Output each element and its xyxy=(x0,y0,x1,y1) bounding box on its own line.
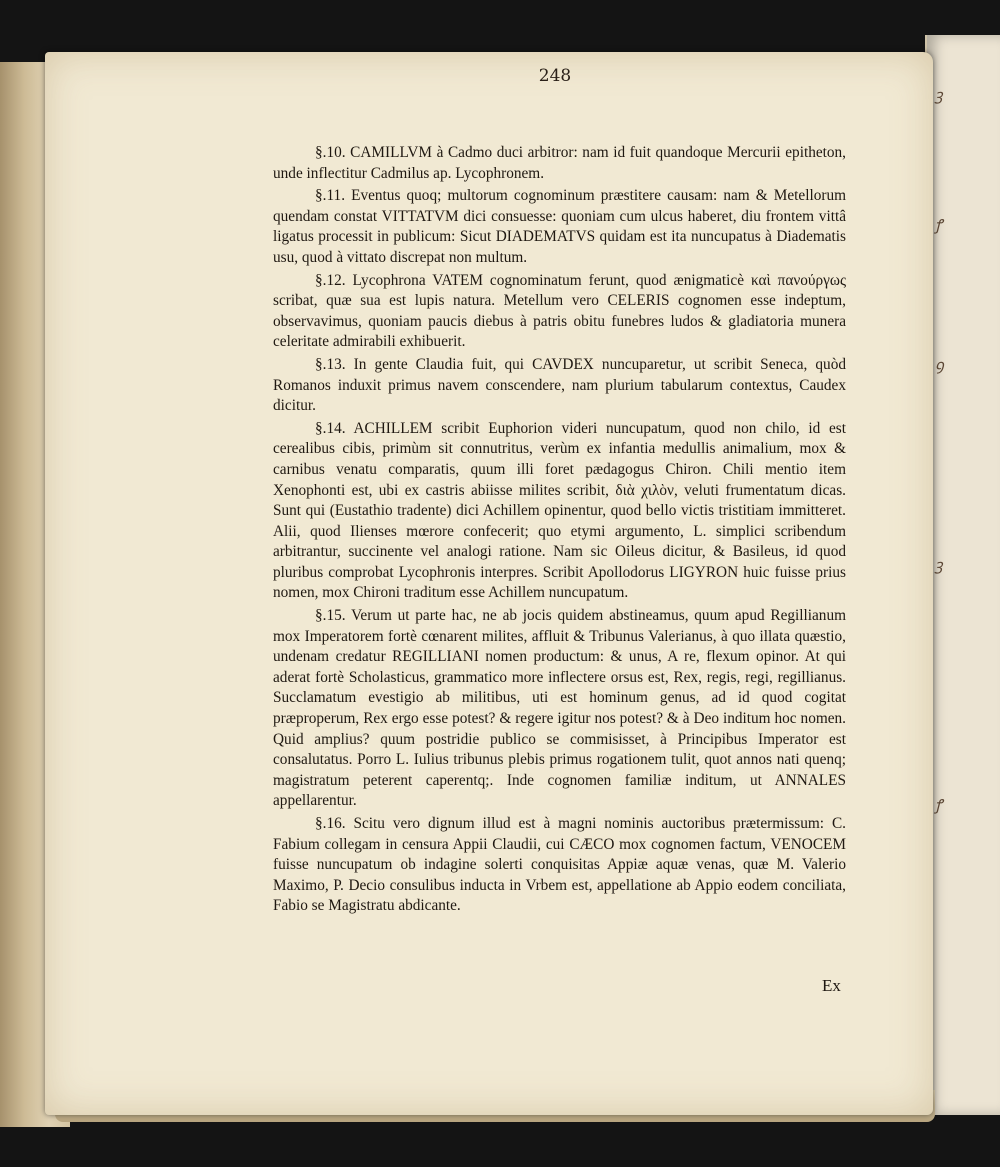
paragraph-section-14: §.14. ACHILLEM scribit Euphorion videri nuncupatum, quod non chilo, id est cerealibus cibis, primùm sit connutritus, verùm ex infantia medullis animalium, mox & carnibus venatu comparatis, quum illi foret pædagogus Chiron. Chili mentio item Xenophonti est, ubi ex castris abiisse milites scribit, διὰ χιλὸν, veluti frumentatum dicas. Sunt qui (Eustathio tradente) dici Achillem opinentur, quod bello victis tristitiam immitteret. Alii, quod Ilienses mœrore confecerit; quo etymi argumento, L. simplici scribendum arbitrantur, succinente vel analogi ratione. Nam sic Oileus dicitur, & Basileus, id quod pluribus comprobat Lycophronis interpres. Scribit Apollodorus LIGYRON huic fuisse prius nomen, mox Chironi traditum esse Achillem nuncupatum. xyxy=(273,419,846,602)
paragraph-section-16: §.16. Scitu vero dignum illud est à magni nominis auctoribus prætermissum: C. Fabium collegam in censura Appii Claudii, cui CÆCO mox cognomen factum, VENOCEM fuisse nuncupatum ob indagine solerti conquisitas Appiæ aquæ venas, quæ M. Valerio Maximo, P. Decio consulibus inducta in Vrbem est, appellatione ab Appio eodem conciliata, Fabio se Magistratu abdicante. xyxy=(273,815,846,915)
page-text-block xyxy=(273,143,846,919)
paragraph-section-12: §.12. Lycophrona VATEM cognominatum ferunt, quod ænigmaticè καὶ πανούργως scribat, quæ sua est lupis natura. Metellum vero CELERIS cognomen esse indeptum, observavimus, quoniam paucis diebus à patris obitu funebres ludos & gladiatoria munera celeritate admirabili exhibuerit. xyxy=(273,271,846,351)
paragraph-section-15: §.15. Verum ut parte hac, ne ab jocis quidem abstineamus, quum apud Regillianum mox Imperatorem fortè cœnarent milites, affluit & Tribunus Valerianus, à quo illata quæstio, undenam credatur REGILLIANI nomen productum: & unus, A re, flexum opinor. At qui aderat fortè Scholasticus, grammatico more inflectere orsus est, Rex, regis, regi, regillianus. Succlamatum evestigio ab militibus, uti est hominum genus, ad id quod cogitat præproperum, Rex ergo esse potest? & regere igitur nos potest? & à Deo inditum hoc nomen. Quid amplius? quum postridie publico se commisisset, à Principibus Imperator est consalutatus. Porro L. Iulius tribunus plebis primus rogationem tulit, quot annos nati quenq; magistratum peterent caperentq;. Inde cognomen familiæ inditum, ut ANNALES appellarentur. xyxy=(273,607,846,810)
paragraph-section-11: §.11. Eventus quoq; multorum cognominum præstitere causam: nam & Metellorum quendam constat VITTATVM dici consuesse: quoniam cum ulcus haberet, diu frontem vittâ ligatus processit in publicum: Sicut DIADEMATVS quidam est ita nuncupatus à Diadematis usu, quod à vittato discrepat non multum. xyxy=(273,187,846,266)
handwritten-marginalia-top: ꝫ xyxy=(935,86,943,104)
handwritten-marginalia-upper: ꝭ xyxy=(935,216,943,234)
page-number: 248 xyxy=(538,66,572,86)
facing-page xyxy=(925,35,1000,1115)
paragraph-section-13: §.13. In gente Claudia fuit, qui CAVDEX nuncuparetur, ut scribit Seneca, quòd Romanos induxit primus navem conscendere, nam plurium tabularum contextus, Caudex dicitur. xyxy=(273,355,846,415)
catchword: Ex xyxy=(822,976,841,995)
handwritten-marginalia-lower: ꝫ xyxy=(935,556,943,574)
paragraph-section-10: §.10. CAMILLVM à Cadmo duci arbitror: nam id fuit quandoque Mercurii epitheton, unde inflectitur Cadmilus ap. Lycophronem. xyxy=(273,144,846,182)
handwritten-marginalia-middle: ꝯ xyxy=(935,356,944,374)
handwritten-marginalia-bottom: ꝭ xyxy=(935,796,943,814)
